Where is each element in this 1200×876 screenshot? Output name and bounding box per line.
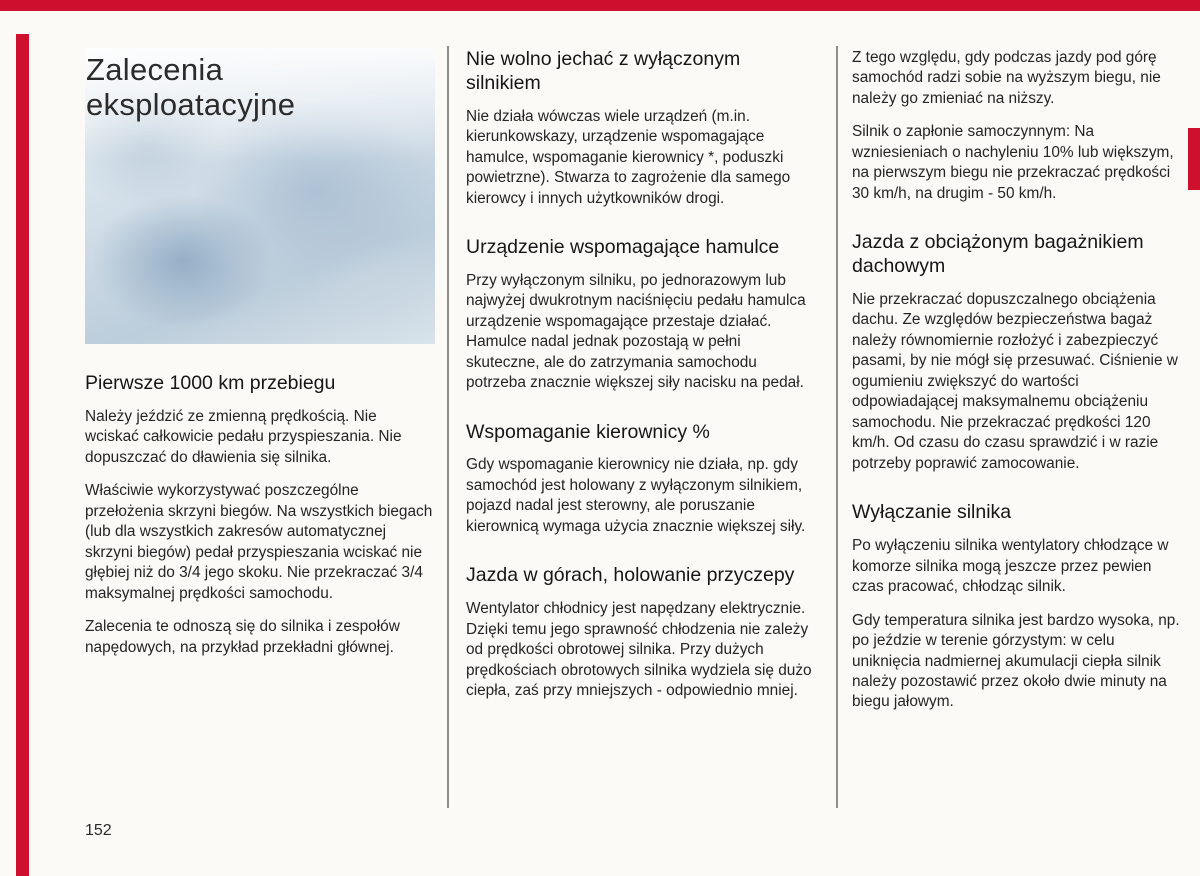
top-accent-bar	[0, 0, 1200, 11]
left-column	[85, 48, 433, 671]
left-accent-bar	[16, 34, 29, 876]
section-brake-booster	[466, 236, 814, 394]
section-heading: Urządzenie wspomagające hamulce	[466, 235, 780, 258]
section-heading: Nie wolno jechać z wyłączonym silnikiem	[466, 48, 741, 94]
section-heading: Wyłączanie silnika	[852, 501, 1012, 524]
section-continued-text	[852, 48, 1185, 204]
page-number: 152	[85, 822, 112, 839]
section-heading: Jazda z obciążonym bagażnikiem dachowym	[852, 231, 1144, 278]
section-power-steering	[466, 421, 814, 538]
section-switching-off-engine	[852, 501, 1185, 713]
paragraph: Gdy temperatura silnika jest bardzo wysoka, np. po jeździe w terenie górzystym: w celu uniknięcia nadmiernej akumulacji ciepła silnik należy pozostawić przez około dwie minuty na biegu jałowym.	[852, 611, 1180, 711]
section-heading: Pierwsze 1000 km przebiegu	[85, 372, 336, 394]
paragraph: Gdy wspomaganie kierownicy nie działa, np. gdy samochód jest holowany z wyłączonym silnikiem, pojazd nadal jest sterowny, ale poruszanie kierownicą wymaga użycia znacznie większej siły.	[466, 456, 806, 535]
paragraph: Z tego względu, gdy podczas jazdy pod górę samochód radzi sobie na wyższym biegu, nie należy go zmieniać na niższy.	[852, 49, 1161, 107]
paragraph: Zalecenia te odnoszą się do silnika i zespołów napędowych, na przykład przekładni głównej.	[85, 618, 400, 656]
section-heading: Jazda w górach, holowanie przyczepy	[466, 564, 795, 587]
column-divider	[836, 46, 838, 808]
middle-column	[466, 48, 814, 715]
section-heading: Wspomaganie kierownicy %	[466, 420, 710, 443]
right-edge-tab	[1188, 128, 1200, 190]
paragraph: Przy wyłączonym silniku, po jednorazowym lub najwyżej dwukrotnym naciśnięciu pedału hamulca urządzenie wspomagające przestaje działać. Hamulce nadal jednak pozostają w pełni skuteczne, ale do zatrzymania samochodu potrzeba znacznie większej siły nacisku na pedał.	[466, 271, 806, 392]
paragraph: Należy jeździć ze zmienną prędkością. Nie wciskać całkowicie pedału przyspieszania. Nie dopuszczać do dławienia się silnika.	[85, 407, 402, 466]
section-driving-with-engine-off	[466, 48, 814, 209]
section-first-1000-km	[85, 372, 433, 658]
paragraph: Nie działa wówczas wiele urządzeń (m.in. kierunkowskazy, urządzenie wspomagające hamulce, wspomaganie kierownicy *, poduszki powietrzne). Stwarza to zagrożenie dla samego kierowcy i innych użytkowników drogi.	[466, 107, 791, 207]
chapter-intro-photo	[85, 48, 435, 344]
column-divider	[447, 46, 449, 808]
paragraph: Po wyłączeniu silnika wentylatory chłodzące w komorze silnika mogą jeszcze przez pewien czas pracować, chłodząc silnik.	[852, 537, 1169, 596]
section-mountain-driving-towing	[466, 564, 814, 701]
paragraph: Nie przekraczać dopuszczalnego obciążenia dachu. Ze względów bezpieczeństwa bagaż należy równomiernie rozłożyć i zabezpieczyć pasami, by nie mógł się przesuwać. Ciśnienie w ogumieniu zwiększyć do wartości odpowiadającej maksymalnemu obciążeniu samochodu. Nie przekraczać prędkości 120 km/h. Od czasu do czasu sprawdzić i w razie potrzeby poprawić zamocowanie.	[852, 290, 1178, 472]
page-title: Zalecenia eksploatacyjne	[86, 52, 296, 123]
paragraph: Silnik o zapłonie samoczynnym: Na wzniesieniach o nachyleniu 10% lub większym, na pierwszym biegu nie przekraczać prędkości 30 km/h, na drugim - 50 km/h.	[852, 123, 1174, 202]
paragraph: Właściwie wykorzystywać poszczególne przełożenia skrzyni biegów. Na wszystkich biegach (lub dla wszystkich zakresów automatycznej skrzyni biegów) pedał przyspieszania wciskać nie głębiej niż do 3/4 jego skoku. Nie przekraczać 3/4 maksymalnej prędkości samochodu.	[85, 482, 433, 602]
right-column	[852, 48, 1185, 726]
paragraph: Wentylator chłodnicy jest napędzany elektrycznie. Dzięki temu jego sprawność chłodzenia nie zależy od prędkości obrotowej silnika. Przy dużych prędkościach obrotowych silnika wydziela się dużo ciepła, zaś przy mniejszych - odpowiednio mniej.	[466, 600, 812, 700]
section-roof-rack-load	[852, 231, 1185, 474]
